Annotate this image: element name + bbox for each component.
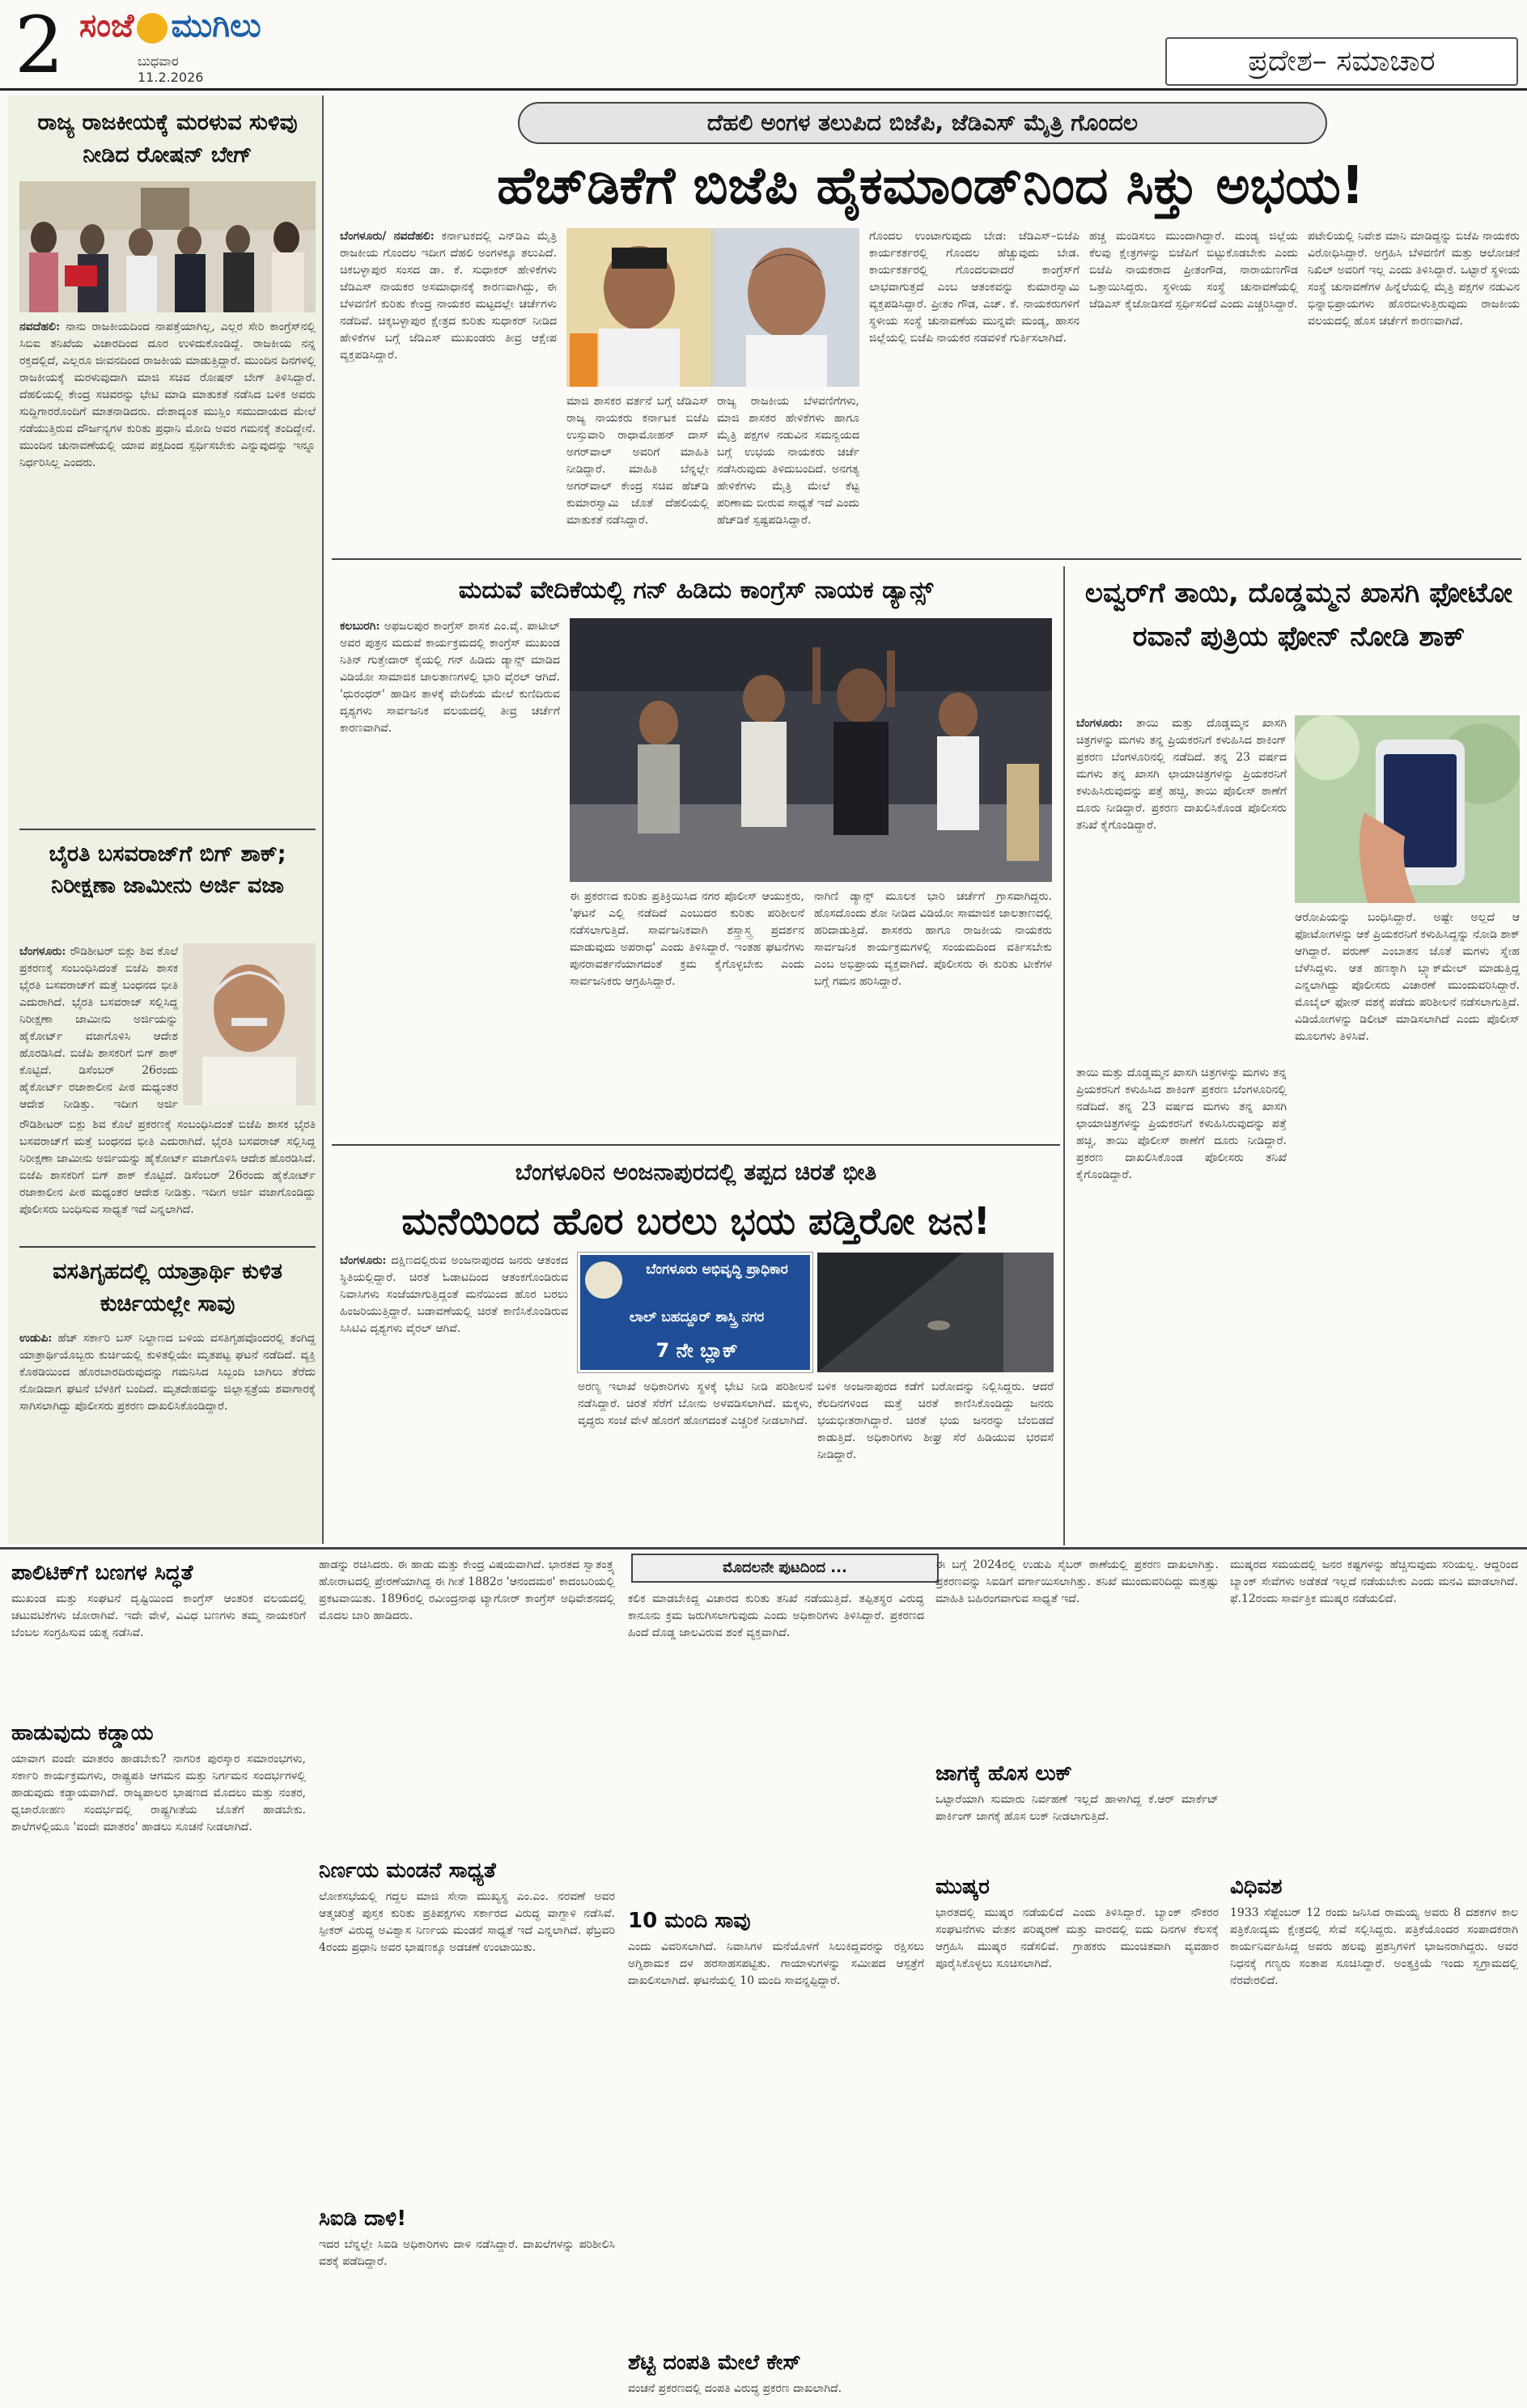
story1-headline: ರಾಜ್ಯ ರಾಜಕೀಯಕ್ಕೆ ಮರಳುವ ಸುಳಿವು ನೀಡಿದ ರೋಷನ್ ಬೇಗ್ [37, 110, 298, 167]
fear-col1 [340, 1253, 568, 1544]
cont-c2c: ಇದರ ಬೆನ್ನಲ್ಲೇ ಸಿಐಡಿ ಅಧಿಕಾರಿಗಳು ದಾಳಿ ನಡೆಸಿದ್ದಾರೆ. ದಾಖಲೆಗಳನ್ನು ಪರಿಶೀಲಿಸಿ ವಶಕ್ಕೆ ಪಡೆದಿದ್ದಾರೆ. [319, 2238, 615, 2268]
story2-dateline: ಬೆಂಗಳೂರು: [19, 945, 66, 958]
lovers-headline: ಲವ್ವರ್‌ಗೆ ತಾಯಿ, ದೊಡ್ಡಮ್ಮನ ಖಾಸಗಿ ಫೋಟೋ ರವಾನೆ ಪುತ್ರಿಯ ಫೋನ್ ನೋಡಿ ಶಾಕ್ [1084, 577, 1513, 653]
paper-name-part1: ಸಂಜೆ [79, 6, 134, 45]
dance-col1 [340, 618, 560, 1136]
story2-text-cont: ರೌಡಿಶೀಟರ್ ಬಿಕ್ಲು ಶಿವ ಕೊಲೆ ಪ್ರಕರಣಕ್ಕೆ ಸಂಬಂಧಿಸಿದಂತೆ ಬಿಜೆಪಿ ಶಾಸಕ ಭೈರತಿ ಬಸವರಾಜ್‌ಗೆ ಮತ್ತೆ ಬಂಧನದ ಭೀತಿ ಎದುರಾಗಿದೆ. ಭೈರತಿ ಬಸವರಾಜ್ ಸಲ್ಲಿಸಿದ್ದ ನಿರೀಕ್ಷಣಾ ಜಾಮೀನು ಅರ್ಜಿಯನ್ನು ಹೈಕೋರ್ಟ್ ವಜಾಗೊಳಿಸಿ ಆದೇಶ ಹೊರಡಿಸಿದೆ. ಬಿಜೆಪಿ ಶಾಸಕರಿಗೆ ಬಿಗ್ ಶಾಕ್ ಕೊಟ್ಟಿದೆ. ಡಿಸೆಂಬರ್ 26ರಂದು ಹೈಕೋರ್ಟ್ ರಜಾಕಾಲೀನ ಪೀಠ ಮಧ್ಯಂತರ ಆದೇಶ ನೀಡಿತ್ತು. ಇದೀಗ ಅರ್ಜಿ ವಜಾಗೊಂಡಿದ್ದು ಪೊಲೀಸರು ಬಂಧಿಸುವ ಸಾಧ್ಯತೆ ಇದೆ ಎನ್ನಲಾಗಿದೆ. [19, 1118, 316, 1216]
cont-h8: ಮುಷ್ಕರ [935, 1875, 990, 1899]
cont-h3: ನಿರ್ಣಯ ಮಂಡನೆ ಸಾಧ್ಯತೆ [319, 1859, 496, 1883]
cont-h2: ಹಾಡುವುದು ಕಡ್ಡಾಯ [11, 1721, 154, 1745]
story2-headline: ಬೈರತಿ ಬಸವರಾಜ್‌ಗೆ ಬಿಗ್ ಶಾಕ್; ನಿರೀಕ್ಷಣಾ ಜಾಮೀನು ಅರ್ಜಿ ವಜಾ [49, 842, 286, 898]
sign-block: 7 ನೇ ಬ್ಲಾಕ್ [655, 1339, 738, 1362]
cont-c5a: ಮುಷ್ಕರದ ಸಮಯದಲ್ಲಿ ಜನರ ಕಷ್ಟಗಳನ್ನು ಹೆಚ್ಚಿಸುವುದು ಸರಿಯಲ್ಲ. ಆದ್ದರಿಂದ ಬ್ಯಾಂಕ್ ಸೇವೆಗಳು ಅಡೆತಡೆ ಇಲ್ಲದೆ ನಡೆಯಬೇಕು ಎಂದು ಮನವಿ ಮಾಡಲಾಗಿದೆ. ಫೆ.12ರಂದು ಸಾರ್ವತ್ರಿಕ ಮುಷ್ಕರ ನಡೆಯಲಿದೆ. [1230, 1558, 1518, 1605]
cont-h5: 10 ಮಂದಿ ಸಾವು [628, 1909, 751, 1933]
story3-headline: ವಸತಿಗೃಹದಲ್ಲಿ ಯಾತ್ರಾರ್ಥಿ ಕುಳಿತ ಕುರ್ಚಿಯಲ್ಲೇ ಸಾವು [53, 1259, 282, 1316]
issue-date [138, 53, 299, 87]
paper-logo [79, 6, 322, 53]
cont-c3c: ವಂಚನೆ ಪ್ರಕರಣದಲ್ಲಿ ದಂಪತಿ ವಿರುದ್ಧ ಪ್ರಕರಣ ದಾಖಲಾಗಿದೆ. [628, 2382, 842, 2395]
story3-text: ಹೆಚ್ ಸರ್ಕಾರಿ ಬಸ್ ನಿಲ್ದಾಣದ ಬಳಿಯ ವಸತಿಗೃಹವೊಂದರಲ್ಲಿ ತಂಗಿದ್ದ ಯಾತ್ರಾರ್ಥಿಯೊಬ್ಬರು ಕುರ್ಚಿಯಲ್ಲಿ ಕುಳಿತಲ್ಲಿಯೇ ಮೃತಪಟ್ಟ ಘಟನೆ ನಡೆದಿದೆ. ವ್ಯಕ್ತಿ ಕೊಠಡಿಯಿಂದ ಹೊರಬಾರದಿರುವುದನ್ನು ಗಮನಿಸಿದ ಸಿಬ್ಬಂದಿ ಬಾಗಿಲು ತೆರೆದು ನೋಡಿದಾಗ ಘಟನೆ ಬೆಳಕಿಗೆ ಬಂದಿದೆ. ಮೃತದೇಹವನ್ನು ಜಿಲ್ಲಾಸ್ಪತ್ರೆಯ ಶವಾಗಾರಕ್ಕೆ ಸಾಗಿಸಲಾಗಿದ್ದು ಪೊಲೀಸರು ಪ್ರಕರಣ ದಾಖಲಿಸಿಕೊಂಡಿದ್ದಾರೆ. [19, 1332, 316, 1413]
cont-c5b: 1933 ಸೆಪ್ಟೆಂಬರ್ 12 ರಂದು ಜನಿಸಿದ ರಾಮಯ್ಯ ಅವರು 8 ದಶಕಗಳ ಕಾಲ ಪತ್ರಿಕೋದ್ಯಮ ಕ್ಷೇತ್ರದಲ್ಲಿ ಸೇವೆ ಸಲ್ಲಿಸಿದ್ದರು. ಪತ್ರಿಕೆಯೊಂದರ ಸಂಪಾದಕರಾಗಿ ಕಾರ್ಯನಿರ್ವಹಿಸಿದ್ದ ಅವರು ಹಲವು ಪ್ರಶಸ್ತಿಗಳಿಗೆ ಭಾಜನರಾಗಿದ್ದರು. ಅವರ ನಿಧನಕ್ಕೆ ಗಣ್ಯರು ಸಂತಾಪ ಸೂಚಿಸಿದ್ದಾರೆ. ಅಂತ್ಯಕ್ರಿಯೆ ಇಂದು ಸ್ವಗ್ರಾಮದಲ್ಲಿ ನೆರವೇರಲಿದೆ. [1230, 1906, 1518, 1987]
dance-photo [570, 618, 1052, 882]
lead-dateline: ಬೆಂಗಳೂರು/ ನವದೆಹಲಿ: [340, 230, 435, 243]
divider [332, 1144, 1060, 1146]
bda-emblem-icon [585, 1261, 622, 1299]
lovers-dateline: ಬೆಂಗಳೂರು: [1076, 717, 1123, 730]
divider [332, 558, 1521, 560]
lead-kicker: ದೆಹಲಿ ಅಂಗಳ ತಲುಪಿದ ಬಿಜೆಪಿ, ಜೆಡಿಎಸ್ ಮೈತ್ರಿ ಗೊಂದಲ [518, 102, 1327, 144]
fear-kicker: ಬೆಂಗಳೂರಿನ ಅಂಜನಾಪುರದಲ್ಲಿ ತಪ್ಪದ ಚಿರತೆ ಭೀತಿ [515, 1159, 877, 1185]
cont-h6: ಶೆಟ್ಟಿ ದಂಪತಿ ಮೇಲೆ ಕೇಸ್ [628, 2351, 801, 2375]
story1-body [19, 319, 316, 822]
lead-headline: ಹೆಚ್‌ಡಿಕೆಗೆ ಬಿಜೆಪಿ ಹೈಕಮಾಂಡ್‌ನಿಂದ ಸಿಕ್ತು ಅಭಯ! [496, 156, 1365, 216]
cont-h4: ಸಿಐಡಿ ದಾಳಿ! [319, 2207, 407, 2231]
story2-text: ರೌಡಿಶೀಟರ್ ಬಿಕ್ಲು ಶಿವ ಕೊಲೆ ಪ್ರಕರಣಕ್ಕೆ ಸಂಬಂಧಿಸಿದಂತೆ ಬಿಜೆಪಿ ಶಾಸಕ ಭೈರತಿ ಬಸವರಾಜ್‌ಗೆ ಮತ್ತೆ ಬಂಧನದ ಭೀತಿ ಎದುರಾಗಿದೆ. ಭೈರತಿ ಬಸವರಾಜ್ ಸಲ್ಲಿಸಿದ್ದ ನಿರೀಕ್ಷಣಾ ಜಾಮೀನು ಅರ್ಜಿಯನ್ನು ಹೈಕೋರ್ಟ್ ವಜಾಗೊಳಿಸಿ ಆದೇಶ ಹೊರಡಿಸಿದೆ. ಬಿಜೆಪಿ ಶಾಸಕರಿಗೆ ಬಿಗ್ ಶಾಕ್ ಕೊಟ್ಟಿದೆ. ಡಿಸೆಂಬರ್ 26ರಂದು ಹೈಕೋರ್ಟ್ ರಜಾಕಾಲೀನ ಪೀಠ ಮಧ್ಯಂತರ ಆದೇಶ ನೀಡಿತ್ತು. ಇದೀಗ ಅರ್ಜಿ [19, 945, 178, 1111]
phone-photo [1295, 715, 1520, 903]
dance-col2: ಈ ಪ್ರಕರಣದ ಕುರಿತು ಪ್ರತಿಕ್ರಿಯಿಸಿದ ನಗರ ಪೊಲೀಸ್ ಆಯುಕ್ತರು, 'ಘಟನೆ ಎಲ್ಲಿ ನಡೆದಿದೆ ಎಂಬುದರ ಕುರಿತು ಪರಿಶೀಲನೆ ನಡೆಸಲಾಗುತ್ತಿದೆ. ಸಾರ್ವಜನಿಕವಾಗಿ ಶಸ್ತ್ರಾಸ್ತ್ರ ಪ್ರದರ್ಶನ ಮಾಡುವುದು ಅಪರಾಧ' ಎಂದು ತಿಳಿಸಿದ್ದಾರೆ. ಇಂತಹ ಘಟನೆಗಳು ಪುನರಾವರ್ತನೆಯಾಗದಂತೆ ಕ್ರಮ ಕೈಗೊಳ್ಳಬೇಕು ಎಂದು ಸಾರ್ವಜನಿಕರು ಆಗ್ರಹಿಸಿದ್ದಾರೆ. [570, 890, 804, 988]
story1-dateline: ನವದೆಹಲಿ: [19, 320, 61, 333]
cont-c2: ಹಾಡನ್ನು ರಚಿಸಿದರು. ಈ ಹಾಡು ಮತ್ತು ಕೇಂದ್ರ ವಿಷಯವಾಗಿದೆ. ಭಾರತದ ಸ್ವಾತಂತ್ರ್ಯ ಹೋರಾಟದಲ್ಲಿ ಪ್ರೇರಣೆಯಾಗಿದ್ದ ಈ ಗೀತೆ 1882ರ 'ಆನಂದಮಠ' ಕಾದಂಬರಿಯಲ್ಲಿ ಪ್ರಕಟವಾಯಿತು. 1896ರಲ್ಲಿ ರವೀಂದ್ರನಾಥ ಟ್ಯಾಗೋರ್ ಕಾಂಗ್ರೆಸ್ ಅಧಿವೇಶನದಲ್ಲಿ ಮೊದಲ ಬಾರಿ ಹಾಡಿದರು. [319, 1558, 615, 1622]
lovers-body1-text: ತಾಯಿ ಮತ್ತು ದೊಡ್ಡಮ್ಮನ ಖಾಸಗಿ ಚಿತ್ರಗಳನ್ನು ಮಗಳು ತನ್ನ ಪ್ರಿಯಕರನಿಗೆ ಕಳುಹಿಸಿದ ಶಾಕಿಂಗ್ ಪ್ರಕರಣ ಬೆಂಗಳೂರಿನಲ್ಲಿ ನಡೆದಿದೆ. ತನ್ನ 23 ವರ್ಷದ ಮಗಳು ತನ್ನ ಖಾಸಗಿ ಛಾಯಾಚಿತ್ರಗಳನ್ನು ಪ್ರಿಯಕರನಿಗೆ ಕಳುಹಿಸಿರುವುದನ್ನು ಪತ್ತೆ ಹಚ್ಚಿ, ತಾಯಿ ಪೊಲೀಸ್ ಠಾಣೆಗೆ ದೂರು ನೀಡಿದ್ದಾರೆ. ಪ್ರಕರಣ ದಾಖಲಿಸಿಕೊಂಡ ಪೊಲೀಸರು ತನಿಖೆ ಕೈಗೊಂಡಿದ್ದಾರೆ. [1076, 717, 1287, 832]
cont-c4c: ಭಾರತದಲ್ಲಿ ಮುಷ್ಕರ ನಡೆಯಲಿದೆ ಎಂದು ತಿಳಿಸಿದ್ದಾರೆ. ಬ್ಯಾಂಕ್ ನೌಕರರ ಸಂಘಟನೆಗಳು ವೇತನ ಪರಿಷ್ಕರಣೆ ಮತ್ತು ವಾರದಲ್ಲಿ ಐದು ದಿನಗಳ ಕೆಲಸಕ್ಕೆ ಆಗ್ರಹಿಸಿ ಮುಷ್ಕರ ನಡೆಸಲಿವೆ. ಗ್ರಾಹಕರು ಮುಂಚಿತವಾಗಿ ವ್ಯವಹಾರ ಪೂರೈಸಿಕೊಳ್ಳಲು ಸೂಚಿಸಲಾಗಿದೆ. [935, 1906, 1219, 1970]
story2-body-b [19, 1117, 316, 1238]
story2-body-a [19, 943, 178, 1112]
lead-col1-text: ಕರ್ನಾಟಕದಲ್ಲಿ ಎನ್‌ಡಿಎ ಮೈತ್ರಿ ರಾಜಕೀಯ ಗೊಂದಲ ಇದೀಗ ದೆಹಲಿ ಅಂಗಳಕ್ಕೂ ತಲುಪಿದೆ. ಚಿಕಬಳ್ಳಾಪುರ ಸಂಸದ ಡಾ. ಕೆ. ಸುಧಾಕರ್ ಹೇಳಿಕೆಗಳು ಜೆಡಿಎಸ್ ನಾಯಕರ ಅಸಮಾಧಾನಕ್ಕೆ ಕಾರಣವಾಗಿದ್ದು, ಈ ಬೆಳವಣಿಗೆ ಕುರಿತು ಕೇಂದ್ರ ನಾಯಕರ ಮಟ್ಟದಲ್ಲೇ ಚರ್ಚೆಗಳು ನಡೆದಿವೆ. ಚಿಕ್ಕಬಳ್ಳಾಪುರ ಕ್ಷೇತ್ರದ ಕುರಿತು ಸುಧಾಕರ್ ನೀಡಿದ ಹೇಳಿಕೆಗಳ ಬಗ್ಗೆ ಜೆಡಿಎಸ್ ಮುಖಂಡರು ತೀವ್ರ ಆಕ್ಷೇಪ ವ್ಯಕ್ತಪಡಿಸಿದ್ದಾರೆ. [340, 230, 557, 362]
weekday: ಬುಧವಾರ [138, 53, 179, 69]
sign-title: ಬೆಂಗಳೂರು ಅಭಿವೃದ್ಧಿ ಪ್ರಾಧಿಕಾರ [646, 1261, 788, 1278]
divider [19, 1246, 316, 1248]
masthead [0, 0, 1527, 91]
cont-c4b: ಒಟ್ಟಾರೆಯಾಗಿ ಸುಮಾರು ನಿರ್ವಹಣೆ ಇಲ್ಲದೆ ಹಾಳಾಗಿದ್ದ ಕೆ.ಆರ್ ಮಾರ್ಕೆಟ್ ಪಾರ್ಕಿಂಗ್ ಜಾಗಕ್ಕೆ ಹೊಸ ಲುಕ್ ನೀಡಲಾಗುತ್ತಿದೆ. [935, 1793, 1219, 1823]
lead-col1 [340, 228, 557, 552]
cont-h1: ಪಾಲಿಟಿಕ್‌ಗೆ ಬಣಗಳ ಸಿದ್ಧತೆ [11, 1561, 193, 1585]
dance-dateline: ಕಲಬುರಗಿ: [340, 620, 380, 633]
cont-h9: ವಿಧಿವಶ [1230, 1875, 1283, 1899]
story2-photo [183, 943, 316, 1105]
dance-headline: ಮದುವೆ ವೇದಿಕೆಯಲ್ಲಿ ಗನ್ ಹಿಡಿದು ಕಾಂಗ್ರೆಸ್ ನಾಯಕ ಡ್ಯಾನ್ಸ್ [458, 576, 934, 604]
lead-col4: ಗೊಂದಲ ಉಂಟಾಗುವುದು ಬೇಡ: ಜೆಡಿಎಸ್–ಬಿಜೆಪಿ ಕಾರ್ಯಕರ್ತರಲ್ಲಿ ಗೊಂದಲ ಹೆಚ್ಚುವುದು ಬೇಡ. ಕಾರ್ಯಕರ್ತರಲ್ಲಿ ಗೊಂದಲವಾದರೆ ಕಾಂಗ್ರೆಸ್‌ಗೆ ಲಾಭವಾಗುತ್ತದೆ ಎಂಬ ಆತಂಕವನ್ನು ಕುಮಾರಸ್ವಾಮಿ ವ್ಯಕ್ತಪಡಿಸಿದ್ದಾರೆ. ಪ್ರೀತಂ ಗೌಡ, ಎಚ್. ಕೆ. ನಾಯಕರುಗಳಿಗೆ ಸ್ಥಳೀಯ ಸಂಸ್ಥೆ ಚುನಾವಣೆಯ ಮುನ್ನವೇ ಮಂಡ್ಯ, ಹಾಸನ ಜಿಲ್ಲೆಯಲ್ಲಿ ಬಿಜೆಪಿ ನಾಯಕರ ನಡವಳಿಕೆ ಗುರ್ತಿಸಲಾಗಿದೆ. [869, 230, 1080, 345]
divider [0, 1547, 1527, 1550]
story3-body [19, 1330, 316, 1537]
lovers-body1 [1076, 715, 1287, 1058]
cont-p2: ಯಾವಾಗ ವಂದೇ ಮಾತರಂ ಹಾಡಬೇಕು? ನಾಗರಿಕ ಪುರಸ್ಕಾರ ಸಮಾರಂಭಗಳು, ಸರ್ಕಾರಿ ಕಾರ್ಯಕ್ರಮಗಳು, ರಾಷ್ಟ್ರಪತಿ ಆಗಮನ ಮತ್ತು ನಿರ್ಗಮನ ಸಂದರ್ಭಗಳಲ್ಲಿ ಹಾಡುವುದು ಕಡ್ಡಾಯವಾಗಿದೆ. ರಾಜ್ಯಪಾಲರ ಭಾಷಣದ ಮೊದಲು ಮತ್ತು ನಂತರ, ಧ್ವಜಾರೋಹಣ ಸಂದರ್ಭದಲ್ಲಿ ರಾಷ್ಟ್ರಗೀತೆಯ ಜೊತೆಗೆ ಹಾಡಬೇಕು. ಶಾಲೆಗಳಲ್ಲಿಯೂ 'ವಂದೇ ಮಾತರಂ' ಹಾಡಲು ಸೂಚನೆ ನೀಡಲಾಗಿದೆ. [11, 1753, 306, 1834]
lead-col5: ಹಚ್ಚ ಮಂಡಿಸಲು ಮುಂದಾಗಿದ್ದಾರೆ. ಮಂಡ್ಯ ಜಿಲ್ಲೆಯ ಕೆಲವು ಕ್ಷೇತ್ರಗಳನ್ನು ಬಿಜೆಪಿಗೆ ಬಿಟ್ಟುಕೊಡಬೇಕು ಎಂದು ಬಿಜೆಪಿ ನಾಯಕರಾದ ಪ್ರೀತಂಗೌಡ, ನಾರಾಯಣಗೌಡ ಒತ್ತಾಯಿಸಿದ್ದರು. ಸ್ಥಳೀಯ ಸಂಸ್ಥೆ ಚುನಾವಣೆಯಲ್ಲಿ ಜೆಡಿಎಸ್ ಕೈಜೋಡಿಸದೆ ಸ್ಪರ್ಧಿಸಲಿದೆ ಎಂದು ಎಚ್ಚರಿಸಿದ್ದಾರೆ. [1089, 230, 1298, 311]
sign-place: ಲಾಲ್ ಬಹದ್ದೂರ್ ಶಾಸ್ತ್ರಿ ನಗರ [629, 1309, 765, 1325]
fear-col2: ಅರಣ್ಯ ಇಲಾಖೆ ಅಧಿಕಾರಿಗಳು ಸ್ಥಳಕ್ಕೆ ಭೇಟಿ ನೀಡಿ ಪರಿಶೀಲನೆ ನಡೆಸಿದ್ದಾರೆ. ಚಿರತೆ ಸೆರೆಗೆ ಬೋನು ಅಳವಡಿಸಲಾಗಿದೆ. ಮಕ್ಕಳು, ವೃದ್ಧರು ಸಂಜೆ ವೇಳೆ ಹೊರಗೆ ಹೋಗದಂತೆ ಎಚ್ಚರಿಕೆ ನೀಡಲಾಗಿದೆ. [578, 1380, 812, 1427]
cont-p1: ಮುಖಂಡ ಮತ್ತು ಸಂಘಟನೆ ದೃಷ್ಟಿಯಿಂದ ಕಾಂಗ್ರೆಸ್ ಆಂತರಿಕ ವಲಯದಲ್ಲಿ ಚಟುವಟಿಕೆಗಳು ಜೋರಾಗಿವೆ. ಇದೇ ವೇಳೆ, ವಿವಿಧ ಬಣಗಳು ತಮ್ಮ ನಾಯಕರಿಗೆ ಬೆಂಬಲ ಸಂಗ್ರಹಿಸುವ ಯತ್ನ ನಡೆಸಿವೆ. [11, 1592, 306, 1639]
cont-c3a: ಕಲಿಕ ಮಾಡಬೇಕಿದ್ದ ವಿಚಾರದ ಕುರಿತು ತನಿಖೆ ನಡೆಯುತ್ತಿದೆ. ತಪ್ಪಿತಸ್ಥರ ವಿರುದ್ಧ ಕಾನೂನು ಕ್ರಮ ಜರುಗಿಸಲಾಗುವುದು ಎಂದು ಅಧಿಕಾರಿಗಳು ತಿಳಿಸಿದ್ದಾರೆ. ಪ್ರಕರಣದ ಹಿಂದೆ ದೊಡ್ಡ ಜಾಲವಿರುವ ಶಂಕೆ ವ್ಯಕ್ತವಾಗಿದೆ. [628, 1592, 924, 1639]
lovers-body1-cont: ತಾಯಿ ಮತ್ತು ದೊಡ್ಡಮ್ಮನ ಖಾಸಗಿ ಚಿತ್ರಗಳನ್ನು ಮಗಳು ತನ್ನ ಪ್ರಿಯಕರನಿಗೆ ಕಳುಹಿಸಿದ ಶಾಕಿಂಗ್ ಪ್ರಕರಣ ಬೆಂಗಳೂರಿನಲ್ಲಿ ನಡೆದಿದೆ. ತನ್ನ 23 ವರ್ಷದ ಮಗಳು ತನ್ನ ಖಾಸಗಿ ಛಾಯಾಚಿತ್ರಗಳನ್ನು ಪ್ರಿಯಕರನಿಗೆ ಕಳುಹಿಸಿರುವುದನ್ನು ಪತ್ತೆ ಹಚ್ಚಿ, ತಾಯಿ ಪೊಲೀಸ್ ಠಾಣೆಗೆ ದೂರು ನೀಡಿದ್ದಾರೆ. ಪ್ರಕರಣ ದಾಖಲಿಸಿಕೊಂಡ ಪೊಲೀಸರು ತನಿಖೆ ಕೈಗೊಂಡಿದ್ದಾರೆ. [1076, 1066, 1287, 1181]
bda-signboard [578, 1253, 812, 1372]
lead-col6: ಪಟೇಲಿಯಲ್ಲಿ ನಿವೇಶ ಮಾನಿ ಮಾಡಿದ್ದನ್ನು ಬಿಜೆಪಿ ನಾಯಕರು ವಿರೋಧಿಸಿದ್ದಾರೆ. ಅಗ್ರಹಿಸಿ ಬೆಳವಣಿಗೆ ಮತ್ತು ಆಲೋಚನೆ ನಿಖಿಲ್ ಅವರಿಗೆ ಇಲ್ಲ ಎಂದು ತಿಳಿಸಿದ್ದಾರೆ. ಒಟ್ಟಾರೆ ಸ್ಥಳೀಯ ಸಂಸ್ಥೆ ಚುನಾವಣೆಗಳ ಹಿನ್ನೆಲೆಯಲ್ಲಿ ಮೈತ್ರಿ ಪಕ್ಷಗಳ ನಡುವಿನ ಭಿನ್ನಾಭಿಪ್ರಾಯಗಳು ಹೊರಬೀಳುತ್ತಿರುವುದು ರಾಜಕೀಯ ವಲಯದಲ್ಲಿ ಹೊಸ ಚರ್ಚೆಗೆ ಕಾರಣವಾಗಿದೆ. [1308, 230, 1520, 328]
cont-h7: ಜಾಗಕ್ಕೆ ಹೊಸ ಲುಕ್ [935, 1761, 1072, 1786]
fear-col1-text: ದಕ್ಷಿಣದಲ್ಲಿರುವ ಅಂಜನಾಪುರದ ಜನರು ಆತಂಕದ ಸ್ಥಿತಿಯಲ್ಲಿದ್ದಾರೆ. ಚಿರತೆ ಓಡಾಟದಿಂದ ಆತಂಕಗೊಂಡಿರುವ ನಿವಾಸಿಗಳು ಸಂಜೆಯಾಗುತ್ತಿದ್ದಂತೆ ಮನೆಯಿಂದ ಹೊರ ಬರಲು ಹಿಂಜರಿಯುತ್ತಿದ್ದಾರೆ. ಬಡಾವಣೆಯಲ್ಲಿ ಚಿರತೆ ಕಾಣಿಸಿಕೊಂಡಿರುವ ಸಿಸಿಟಿವಿ ದೃಶ್ಯಗಳು ವೈರಲ್ ಆಗಿವೆ. [340, 1254, 568, 1335]
fear-headline: ಮನೆಯಿಂದ ಹೊರ ಬರಲು ಭಯ ಪಡ್ತಿರೋ ಜನ! [401, 1199, 990, 1243]
divider [1063, 566, 1065, 1545]
divider [19, 829, 316, 830]
section-label: ಪ್ರದೇಶ– ಸಮಾಚಾರ [1165, 37, 1518, 86]
lovers-body2: ಆರೋಪಿಯನ್ನು ಬಂಧಿಸಿದ್ದಾರೆ. ಅಷ್ಟೇ ಅಲ್ಲದೆ ಆ ಫೋಟೋಗಳನ್ನು ಆಕೆ ಪ್ರಿಯಕರನಿಗೆ ಕಳುಹಿಸಿದ್ದನ್ನು ನೋಡಿ ಶಾಕ್ ಆಗಿದ್ದಾರೆ. ವರುಣ್ ಎಂಬಾತನ ಜೊತೆ ಮಗಳು ಸ್ನೇಹ ಬೆಳೆಸಿದ್ದಳು. ಆತ ಹಣಕ್ಕಾಗಿ ಬ್ಲ್ಯಾಕ್‌ಮೇಲ್ ಮಾಡುತ್ತಿದ್ದ ಎನ್ನಲಾಗಿದ್ದು ಪೊಲೀಸರು ವಿಚಾರಣೆ ಮುಂದುವರಿಸಿದ್ದಾರೆ. ಮೊಬೈಲ್ ಫೋನ್ ವಶಕ್ಕೆ ಪಡೆದು ಪರಿಶೀಲನೆ ನಡೆಸಲಾಗುತ್ತಿದೆ. ವಿಡಿಯೋಗಳನ್ನು ಡಿಲೀಟ್ ಮಾಡಿಸಲಾಗಿದೆ ಎಂದು ಪೊಲೀಸ್ ಮೂಲಗಳು ತಿಳಿಸಿವೆ. [1295, 911, 1520, 1043]
paper-name-part2: ಮುಗಿಲು [171, 6, 261, 45]
fear-dateline: ಬೆಂಗಳೂರು: [340, 1254, 387, 1267]
lead-photo [566, 228, 859, 387]
cont-c4a: ಈ ಬಗ್ಗೆ 2024ರಲ್ಲಿ ಉಡುಪಿ ಸೈಬರ್ ಠಾಣೆಯಲ್ಲಿ ಪ್ರಕರಣ ದಾಖಲಾಗಿತ್ತು. ಪ್ರಕರಣವನ್ನು ಸಿಐಡಿಗೆ ವರ್ಗಾಯಿಸಲಾಗಿತ್ತು. ತನಿಖೆ ಮುಂದುವರಿದಿದ್ದು ಮತ್ತಷ್ಟು ಮಾಹಿತಿ ಬಹಿರಂಗವಾಗುವ ಸಾಧ್ಯತೆ ಇದೆ. [935, 1558, 1219, 1605]
dance-col1-text: ಅಫಜಲಪುರ ಕಾಂಗ್ರೆಸ್ ಶಾಸಕ ಎಂ.ವೈ. ಪಾಟೀಲ್ ಅವರ ಪುತ್ರನ ಮದುವೆ ಕಾರ್ಯಕ್ರಮದಲ್ಲಿ ಕಾಂಗ್ರೆಸ್ ಮುಖಂಡ ನಿತಿನ್ ಗುತ್ತೇದಾರ್ ಕೈಯಲ್ಲಿ ಗನ್ ಹಿಡಿದು ಡ್ಯಾನ್ಸ್ ಮಾಡಿದ ವಿಡಿಯೋ ಸಾಮಾಜಿಕ ಜಾಲತಾಣಗಳಲ್ಲಿ ಭಾರಿ ವೈರಲ್ ಆಗಿದೆ. 'ಧುರಂಧರ್' ಹಾಡಿನ ತಾಳಕ್ಕೆ ವೇದಿಕೆಯ ಮೇಲೆ ಕುಣಿದಿರುವ ದೃಶ್ಯಗಳು ಸಾರ್ವಜನಿಕ ವಲಯದಲ್ಲಿ ತೀವ್ರ ಚರ್ಚೆಗೆ ಕಾರಣವಾಗಿವೆ. [340, 620, 560, 735]
page-number: 2 [15, 0, 65, 91]
date: 11.2.2026 [138, 70, 204, 85]
lead-col2: ಮಾಜಿ ಶಾಸಕರ ವರ್ತನೆ ಬಗ್ಗೆ ಜೆಡಿಎಸ್ ರಾಜ್ಯ ನಾಯಕರು ಕರ್ನಾಟಕ ಬಿಜೆಪಿ ಉಸ್ತುವಾರಿ ರಾಧಾಮೋಹನ್ ದಾಸ್ ಅಗರ್‌ವಾಲ್ ಅವರಿಗೆ ಮಾಹಿತಿ ನೀಡಿದ್ದಾರೆ. ಮಾಹಿತಿ ಬೆನ್ನಲ್ಲೇ ಅಗರ್‌ವಾಲ್ ಕೇಂದ್ರ ಸಚಿವ ಹೆಚ್‌ಡಿ ಕುಮಾರಸ್ವಾಮಿ ಜೊತೆ ದೆಹಲಿಯಲ್ಲಿ ಮಾತುಕತೆ ನಡೆಸಿದ್ದಾರೆ. [566, 395, 709, 527]
cont-c3b: ಎಂದು ವಿವರಿಸಲಾಗಿದೆ. ನಿವಾಸಿಗಳ ಮನೆಯೊಳಗೆ ಸಿಲುಕಿದ್ದವರನ್ನು ರಕ್ಷಿಸಲು ಅಗ್ನಿಶಾಮಕ ದಳ ಹರಸಾಹಸಪಟ್ಟಿತು. ಗಾಯಾಳುಗಳನ್ನು ಸಮೀಪದ ಆಸ್ಪತ್ರೆಗೆ ದಾಖಲಿಸಲಾಗಿದೆ. ಘಟನೆಯಲ್ಲಿ 10 ಮಂದಿ ಸಾವನ್ನಪ್ಪಿದ್ದಾರೆ. [628, 1940, 924, 1987]
story3-dateline: ಉಡುಪಿ: [19, 1332, 53, 1345]
cont-c2b: ಲೋಕಸಭೆಯಲ್ಲಿ ಗದ್ದಲ ಮಾಜಿ ಸೇನಾ ಮುಖ್ಯಸ್ಥ ಎಂ.ಎಂ. ನರವಣೆ ಅವರ ಆತ್ಮಚರಿತ್ರೆ ಪುಸ್ತಕ ಕುರಿತು ಪ್ರತಿಪಕ್ಷಗಳು ಸರ್ಕಾರದ ವಿರುದ್ಧ ವಾಗ್ದಾಳಿ ನಡೆಸಿವೆ. ಸ್ಪೀಕರ್ ವಿರುದ್ಧ ಅವಿಶ್ವಾಸ ನಿರ್ಣಯ ಮಂಡನೆ ಸಾಧ್ಯತೆ ಇದೆ ಎನ್ನಲಾಗಿದೆ. ಫೆಬ್ರವರಿ 4ರಂದು ಪ್ರಧಾನಿ ಅವರ ಭಾಷಣಕ್ಕೂ ಅಡಚಣೆ ಉಂಟಾಯಿತು. [319, 1890, 615, 1954]
continued-band: ಮೊದಲನೇ ಪುಟದಿಂದ ... [631, 1554, 939, 1583]
fear-col3: ಬಳಿಕ ಅಂಜನಾಪುರದ ಕಡೆಗೆ ಬರೋದನ್ನು ನಿಲ್ಲಿಸಿದ್ದರು. ಆದರೆ ಕೆಲದಿನಗಳಿಂದ ಮತ್ತೆ ಚಿರತೆ ಕಾಣಿಸಿಕೊಂಡಿದ್ದು ಜನರು ಭಯಭೀತರಾಗಿದ್ದಾರೆ. ಚಿರತೆ ಭಯ ಜನರನ್ನು ಬೆಂಬಿಡದೆ ಕಾಡುತ್ತಿದೆ. ಅಧಿಕಾರಿಗಳು ಶೀಘ್ರ ಸೆರೆ ಹಿಡಿಯುವ ಭರವಸೆ ನೀಡಿದ್ದಾರೆ. [817, 1380, 1054, 1461]
story1-text: ನಾನು ರಾಜಕೀಯದಿಂದ ನಾಪತ್ತೆಯಾಗಿಲ್ಲ, ಎಲ್ಲರ ಸೇರಿ ಕಾಂಗ್ರೆಸ್‌ನಲ್ಲಿ ಸಿಬಿಐ ತನಿಖೆಯ ವಿಚಾರದಿಂದ ದೂರ ಉಳಿದುಕೊಂಡಿದ್ದೆ. ರಾಜಕೀಯ ನನ್ನ ರಕ್ತದಲ್ಲಿದೆ, ಎಲ್ಲರೂ ಜೀವನದಿಂದ ರಾಜಕೀಯ ಮಾಡುತ್ತಿದ್ದಾರೆ. ಮುಂದಿನ ದಿನಗಳಲ್ಲಿ ರಾಜಕೀಯಕ್ಕೆ ಮರಳುವುದಾಗಿ ಮಾಜಿ ಸಚಿವ ರೋಷನ್ ಬೇಗ್ ತಿಳಿಸಿದ್ದಾರೆ. ದೆಹಲಿಯಲ್ಲಿ ಕೇಂದ್ರ ಸಚಿವರನ್ನು ಭೇಟಿ ಮಾಡಿ ಮಾತುಕತೆ ನಡೆಸಿದ ಬಳಿಕ ಅವರು ಸುದ್ದಿಗಾರರೊಂದಿಗೆ ಮಾತನಾಡಿದರು. ದೇಶಾದ್ಯಂತ ಮುಸ್ಲಿಂ ಸಮುದಾಯದ ಮೇಲೆ ನಡೆಯುತ್ತಿರುವ ದೌರ್ಜನ್ಯಗಳ ಕುರಿತು ಪ್ರಧಾನಿ ಮೋದಿ ಅವರ ಗಮನಕ್ಕೆ ತಂದಿದ್ದೇನೆ. ಮುಂದಿನ ಚುನಾವಣೆಯಲ್ಲಿ ಯಾವ ಪಕ್ಷದಿಂದ ಸ್ಪರ್ಧಿಸಬೇಕು ಎನ್ನುವುದನ್ನು ಇನ್ನೂ ನಿರ್ಧರಿಸಿಲ್ಲ ಎಂದರು. [19, 320, 316, 469]
lead-col3: ರಾಜ್ಯ ರಾಜಕೀಯ ಬೆಳವಣಿಗೆಗಳು, ಮಾಜಿ ಶಾಸಕರ ಹೇಳಿಕೆಗಳು ಹಾಗೂ ಮೈತ್ರಿ ಪಕ್ಷಗಳ ನಡುವಿನ ಸಮನ್ವಯದ ಬಗ್ಗೆ ಉಭಯ ನಾಯಕರು ಚರ್ಚೆ ನಡೆಸಿರುವುದು ತಿಳಿದುಬಂದಿದೆ. ಅನಗತ್ಯ ಹೇಳಿಕೆಗಳು ಮೈತ್ರಿ ಮೇಲೆ ಕೆಟ್ಟ ಪರಿಣಾಮ ಬೀರುವ ಸಾಧ್ಯತೆ ಇದೆ ಎಂದು ಹೆಚ್‌ಡಿಕೆ ಸ್ಪಷ್ಟಪಡಿಸಿದ್ದಾರೆ. [717, 395, 859, 527]
story1-photo [19, 181, 316, 312]
cctv-photo [817, 1253, 1054, 1372]
dance-col3: ನಾಗಿಣಿ ಡ್ಯಾನ್ಸ್ ಮೂಲಕ ಭಾರಿ ಚರ್ಚೆಗೆ ಗ್ರಾಸವಾಗಿದ್ದರು. ಹೊಸದೊಂದು ಶೋ ನೀಡಿದ ವಿಡಿಯೋ ಸಾಮಾಜಿಕ ಜಾಲತಾಣದಲ್ಲಿ ಹರಿದಾಡುತ್ತಿದೆ. ಶಾಸಕರು ಹಾಗೂ ರಾಜಕೀಯ ನಾಯಕರು ಸಾರ್ವಜನಿಕ ಕಾರ್ಯಕ್ರಮಗಳಲ್ಲಿ ಸಂಯಮದಿಂದ ವರ್ತಿಸಬೇಕು ಎಂಬ ಅಭಿಪ್ರಾಯ ವ್ಯಕ್ತವಾಗಿದೆ. ಪೊಲೀಸರು ಈ ಕುರಿತು ಟೀಕೆಗಳ ಬಗ್ಗೆ ಗಮನ ಹರಿಸಿದ್ದಾರೆ. [814, 890, 1052, 988]
sun-icon [137, 13, 168, 44]
